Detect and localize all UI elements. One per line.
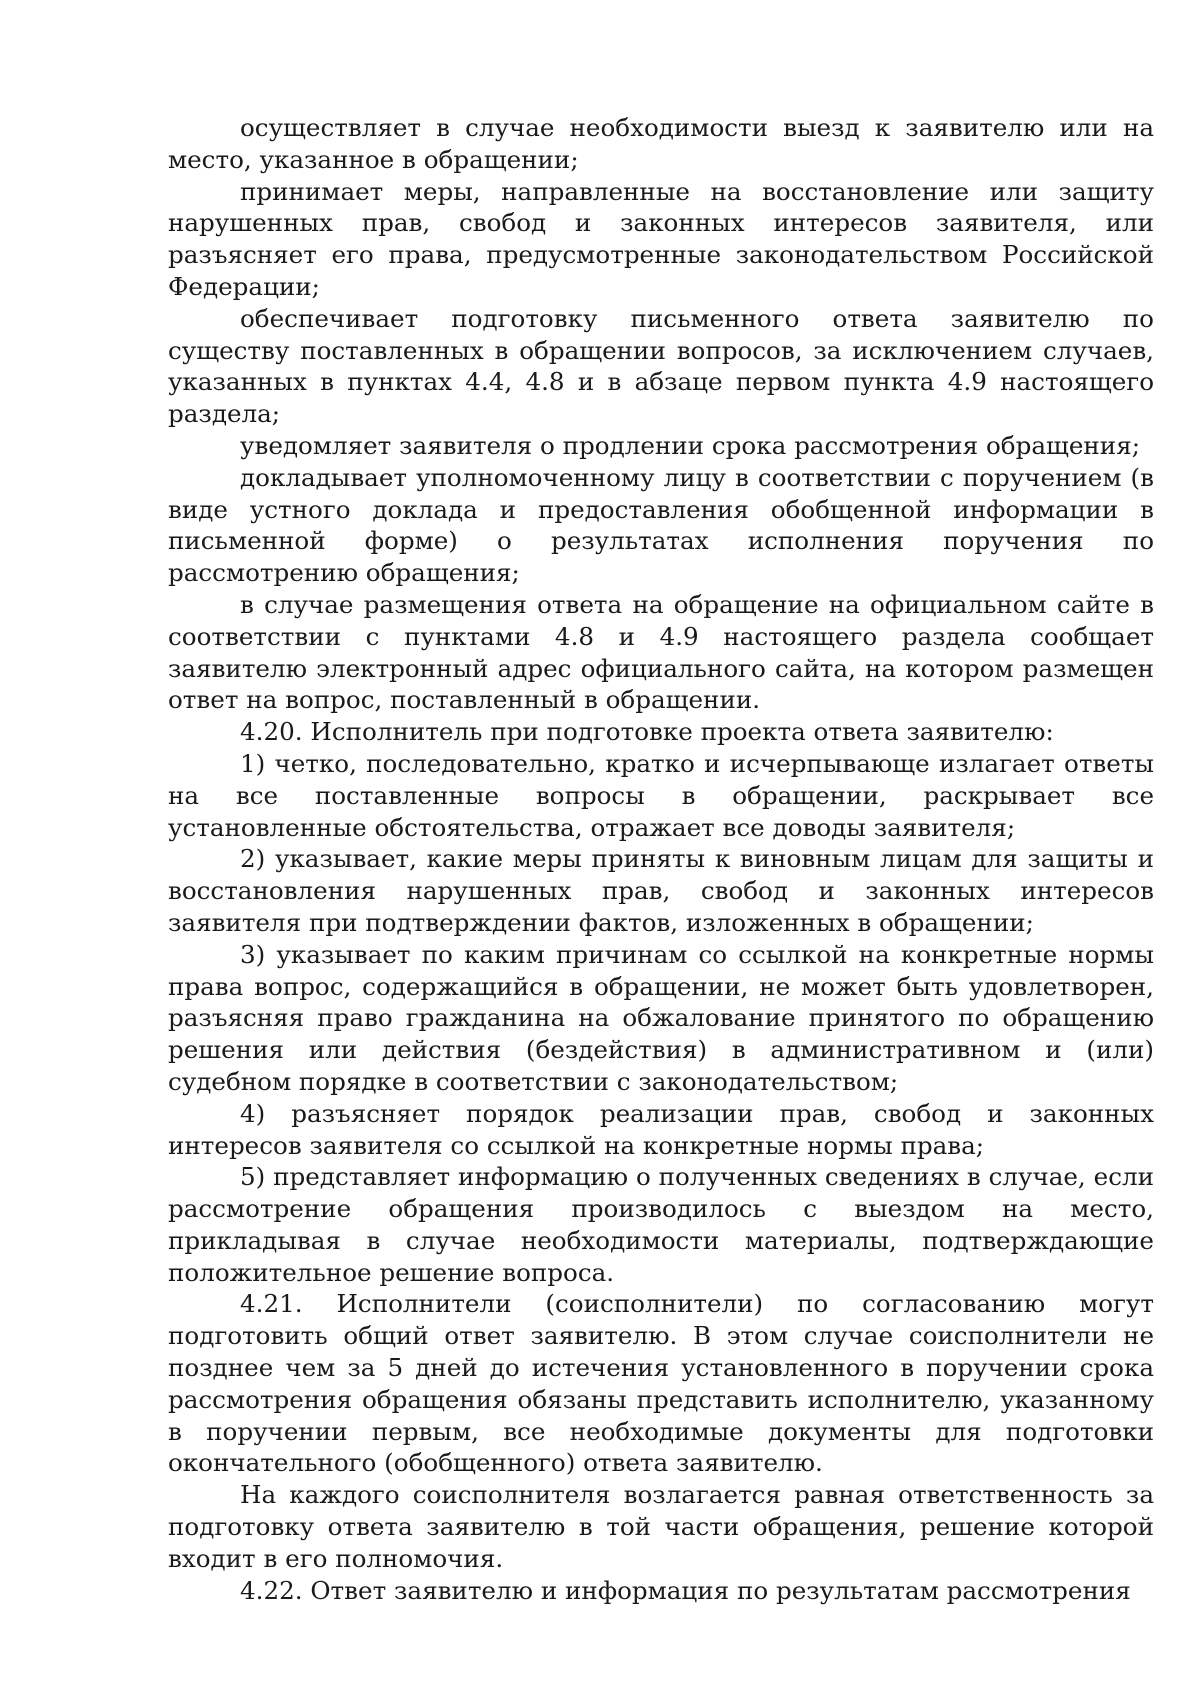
paragraph-report: докладывает уполномоченному лицу в соответствии с поручением (в виде устного доклада и предоставления обобщенной информации в письменной форме) о результатах исполнения поручения по рассмотрению обращения; <box>168 462 1154 588</box>
paragraph-measures: принимает меры, направленные на восстановление или защиту нарушенных прав, свобод и законных интересов заявителя, или разъясняет его права, предусмотренные законодательством Российской Федерации; <box>168 176 1154 301</box>
paragraph-item-5: 5) представляет информацию о полученных сведениях в случае, если рассмотрение обращения производилось с выездом на место, прикладывая в случае необходимости материалы, подтверждающие положительное решение вопроса. <box>168 1162 1154 1287</box>
paragraph-website: в случае размещения ответа на обращение на официальном сайте в соответствии с пунктами 4.8 и 4.9 настоящего раздела сообщает заявителю электронный адрес официального сайта, на котором размещен ответ на вопрос, поставленный в обращении. <box>168 589 1154 715</box>
paragraph-4-22: 4.22. Ответ заявителю и информация по результатам рассмотрения <box>240 1575 1131 1605</box>
document-page <box>168 112 1154 1606</box>
paragraph-extension-notice: уведомляет заявителя о продлении срока рассмотрения обращения; <box>240 430 1141 460</box>
paragraph-item-2: 2) указывает, какие меры приняты к виновным лицам для защиты и восстановления нарушенных прав, свобод и законных интересов заявителя при подтверждении фактов, изложенных в обращении; <box>168 844 1154 937</box>
paragraph-4-20: 4.20. Исполнитель при подготовке проекта ответа заявителю: <box>240 717 1054 747</box>
paragraph-written-answer: обеспечивает подготовку письменного ответа заявителю по существу поставленных в обращении вопросов, за исключением случаев, указанных в пунктах 4.4, 4.8 и в абзаце первом пункта 4.9 настоящего раздела; <box>168 303 1154 429</box>
paragraph-departure: осуществляет в случае необходимости выезд к заявителю или на место, указанное в обращении; <box>168 113 1154 174</box>
paragraph-4-21: 4.21. Исполнители (соисполнители) по согласованию могут подготовить общий ответ заявителю. В этом случае соисполнители не позднее чем за 5 дней до истечения установленного в поручении срока рассмотрения обращения обязаны представить исполнителю, указанному в поручении первым, все необходимые документы для подготовки окончательного (обобщенного) ответа заявителю. <box>168 1289 1154 1478</box>
paragraph-item-1: 1) четко, последовательно, кратко и исчерпывающе излагает ответы на все поставленные вопросы в обращении, раскрывает все установленные обстоятельства, отражает все доводы заявителя; <box>168 748 1154 842</box>
paragraph-item-3: 3) указывает по каким причинам со ссылкой на конкретные нормы права вопрос, содержащийся в обращении, не может быть удовлетворен, разъясняя право гражданина на обжалование принятого по обращению решения или действия (бездействия) в административном и (или) судебном порядке в соответствии с законодательством; <box>168 939 1154 1096</box>
paragraph-item-4: 4) разъясняет порядок реализации прав, свобод и законных интересов заявителя со ссылкой на конкретные нормы права; <box>168 1098 1154 1160</box>
paragraph-co-executor-responsibility: На каждого соисполнителя возлагается равная ответственность за подготовку ответа заявителю в той части обращения, решение которой входит в его полномочия. <box>168 1480 1154 1573</box>
